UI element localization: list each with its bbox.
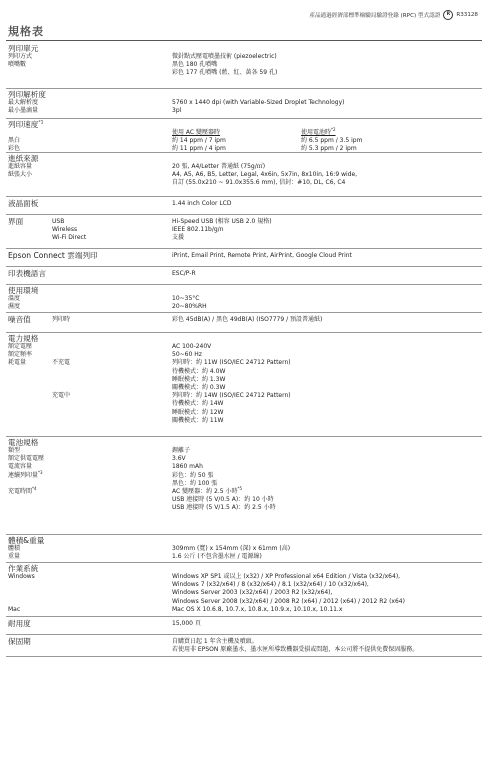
spec-row [6,107,482,115]
spec-section-environment [6,284,482,313]
spec-value-text: Windows XP SP1 或以上 (x32) / XP Professional x64 Edition / Vista (x32/x64), [172,573,401,580]
spec-row [6,606,482,614]
spec-value [172,485,242,496]
spec-value-text: 睡眠模式：約 12W [172,408,224,416]
spec-label-text: Mac [8,605,21,613]
spec-value-text: 3.6V [172,455,186,463]
spec-label [8,485,37,496]
spec-label-text: Wi-Fi Direct [52,234,87,242]
spec-value-text: 彩色：約 50 張 [172,471,214,479]
spec-label [52,316,70,324]
spec-value-text: USB 連接時 (5 V/1.5 A)：約 2.5 小時 [172,504,276,512]
spec-value [172,99,344,107]
spec-row [6,99,482,107]
spec-label [8,447,20,455]
spec-row [6,384,482,392]
spec-value-text: 支援 [172,234,185,242]
spec-value [172,589,332,597]
spec-label [8,469,43,480]
spec-row [6,620,482,628]
spec-value-text: 309mm (寬) x 154mm (深) x 61mm (高) [172,545,291,552]
section-title-text: 體積&重量 [8,536,45,545]
spec-section-lcd [6,196,482,215]
spec-row [6,163,482,171]
spec-label [8,545,20,553]
certification-logo-icon: R [443,10,453,20]
section-title-text: 列印速度 [8,120,39,129]
spec-label-text: 最大解析度 [8,99,39,106]
spec-value-text: 關機模式：約 11W [172,416,224,424]
spec-value-text: 黑色：約 100 張 [172,479,218,487]
spec-label-text: 額定供電電壓 [8,455,45,463]
spec-label [8,107,38,115]
spec-value [172,417,223,425]
section-title [8,439,38,447]
spec-row [6,368,482,376]
spec-row [6,179,482,187]
spec-value [172,179,345,187]
spec-label-text: 重量 [8,553,21,561]
spec-value [172,463,203,471]
spec-value-text: Hi-Speed USB (相容 USB 2.0 規格) [172,218,272,225]
spec-value-text: 3pl [172,107,182,115]
spec-section-warranty [6,634,482,657]
spec-label [52,234,86,242]
spec-row [6,234,482,242]
spec-label-text: 列印時 [52,316,71,323]
spec-label-text: 噴嘴數 [8,61,27,69]
spec-value-text: ESC/P-R [172,270,196,277]
spec-value [172,620,201,628]
spec-label-text: 溫度 [8,295,21,302]
spec-label-text: 列印方式 [8,53,33,60]
spec-value [172,359,291,367]
certification-code: R33128 [456,12,478,18]
spec-label [8,553,20,561]
spec-label [8,61,26,69]
spec-value-text: 待機模式：約 14W [172,400,224,408]
spec-value [172,606,342,614]
spec-label-text: 紙張大小 [8,171,33,179]
spec-value-text: 列印時：約 11W (ISO/IEC 24712 Pattern) [172,359,291,367]
spec-value-text: Windows 7 (x32/x64) / 8 (x32/x64) / 8.1 (x32/x64) / 10 (x32/x64), [172,581,369,589]
spec-value-text: Windows Server 2008 (x32/x64) / 2008 R2 (x64) / 2012 (x64) / 2012 R2 (x64) [172,597,405,605]
spec-value [172,638,258,646]
spec-value-text: 5760 x 1440 dpi (with Variable-Sized Droplet Technology) [172,99,345,106]
spec-label [8,53,32,61]
spec-row [6,463,482,471]
spec-row [6,447,482,455]
spec-value [172,400,223,408]
section-title-text: Epson Connect 雲端列印 [8,251,98,260]
spec-label-text: USB [52,218,65,225]
spec-value-text: AC 100-240V [172,343,212,350]
spec-table [6,42,482,764]
section-title-text: 電力規格 [8,334,39,343]
section-title [8,335,38,343]
section-title-text: 作業系統 [8,564,39,573]
spec-row [6,553,482,561]
spec-row [6,218,482,226]
spec-value [172,504,276,512]
section-title-text: 耐用度 [8,619,31,628]
spec-label-text: 充電時間 [8,487,33,495]
spec-value [172,646,418,654]
spec-label [8,303,20,311]
spec-row [6,295,482,303]
spec-value [301,129,336,137]
certification-notice [309,10,478,20]
spec-value-text: 微針點式壓電噴墨技術 (piezoelectric) [172,53,277,60]
spec-section-durability [6,616,482,635]
spec-value [172,545,290,553]
spec-section-paper [6,152,482,197]
spec-row [6,69,482,77]
spec-value [172,252,352,260]
spec-value-text: 黑色 180 孔噴嘴 [172,61,218,69]
spec-value [172,472,213,480]
spec-value-text: 使用電池時 [301,129,332,136]
spec-section-resolution [6,88,482,119]
spec-row [6,589,482,597]
spec-section-speed [6,118,482,153]
spec-value [172,598,405,606]
spec-value [172,573,400,581]
spec-value-text: AC 變壓器：約 2.5 小時 [172,487,238,495]
spec-row [6,303,482,311]
spec-label-text: 體積 [8,545,21,552]
spec-value-text: 自購買日起 1 年含主機及噴頭。 [172,638,258,645]
spec-value-text: 約 11 ppm / 4 ipm [172,145,226,153]
spec-value-text: 1860 mAh [172,463,203,471]
spec-row [6,646,482,654]
spec-section-interface [6,214,482,249]
spec-section-print-unit [6,42,482,89]
spec-label-text: 彩色 [8,145,21,153]
spec-value [172,270,196,278]
section-title [8,155,38,163]
spec-value-text: Windows Server 2003 (x32/x64) / 2003 R2 (x32/x64), [172,589,333,597]
spec-row [6,343,482,351]
footnote-marker: *1 [38,120,44,126]
spec-label [8,463,32,471]
spec-row [6,359,482,367]
spec-label-text: 進紙容量 [8,163,33,170]
section-title [8,121,44,129]
spec-section-printer-language [6,266,482,285]
spec-value-text: 20 張, A4/Letter 普通紙 (75g/㎡) [172,163,266,170]
footnote-marker: *4 [32,485,37,491]
section-title-text: 噪音值 [8,315,31,324]
section-title-text: 電池規格 [8,438,39,447]
spec-label [8,573,35,581]
spec-label [52,392,70,400]
spec-value-text: iPrint, Email Print, Remote Print, AirPrint, Google Cloud Print [172,252,352,259]
spec-row [6,485,482,496]
spec-label-text: 耗電量 [8,359,27,367]
spec-value-text: A4, A5, A6, B5, Letter, Legal, 4x6in, 5x7in, 8x10in, 16:9 wide, [172,171,358,179]
spec-value-text: 約 6.5 ppm / 3.5 ipm [301,137,363,145]
spec-row [6,455,482,463]
spec-value-text: 待機模式：約 4.0W [172,367,226,375]
spec-value-text: 20~80%RH [172,303,207,311]
spec-row [6,545,482,553]
spec-value [172,447,190,455]
footnote-marker: *2 [331,127,336,132]
section-title-text: 保固期 [8,637,31,646]
spec-row [6,598,482,606]
spec-label-text: Wireless [52,226,78,234]
spec-label [8,295,20,303]
section-title-text: 界面 [8,217,24,226]
spec-value-text: 15,000 頁 [172,620,201,627]
spec-label-text: 黑白 [8,137,21,145]
spec-value-text: 關機模式：約 0.3W [172,383,226,391]
spec-label [8,171,32,179]
spec-value [172,581,369,589]
spec-section-dimensions [6,534,482,563]
spec-value [172,200,231,208]
spec-value [172,218,272,226]
spec-row [6,376,482,384]
spec-value [172,376,225,384]
spec-value [172,107,181,115]
spec-value-text: 1.44 inch Color LCD [172,200,232,207]
spec-value [172,368,225,376]
spec-row [6,392,482,400]
section-title-text: 進紙來源 [8,154,39,163]
spec-section-power [6,332,482,437]
spec-label-text: 濕度 [8,303,21,311]
spec-row [6,417,482,425]
spec-row [6,504,482,512]
spec-value-text: 10~35°C [172,295,200,302]
spec-value [172,129,220,137]
section-title [8,91,46,99]
page-title: 規格表 [8,25,44,38]
title-divider [6,40,482,41]
spec-label-text: 不充電 [52,359,71,367]
spec-value-text: 睡眠模式：約 1.3W [172,375,226,383]
section-title [8,287,38,295]
spec-row [6,226,482,234]
spec-label [8,163,32,171]
spec-value [172,553,262,561]
spec-row [6,573,482,581]
section-title-text: 使用環境 [8,286,39,295]
spec-row [6,409,482,417]
spec-row [6,638,482,646]
spec-label-text: 額定頻率 [8,351,33,359]
spec-value [172,455,186,463]
spec-value [172,303,207,311]
spec-value-text: 使用 AC 變壓器時 [172,129,221,136]
spec-value-text: 若使用非 EPSON 原廠墨水，墨水匣所導致機器受損或問題，本公司將不提供免費保固服務。 [172,646,419,654]
spec-row [6,316,482,324]
section-title-text: 液晶面板 [8,199,39,208]
spec-label [8,99,38,107]
spec-value-text: 鋰離子 [172,447,191,454]
footnote-marker: *3 [38,469,43,475]
section-title-text: 列印解析度 [8,90,46,99]
spec-section-noise [6,312,482,333]
spec-value-text: 約 5.3 ppm / 2 ipm [301,145,357,153]
spec-value-text: 50~60 Hz [172,351,202,359]
spec-value [172,53,277,61]
certification-text: 產品通過經濟部標準檢驗局驗證登錄 (RPC) 型式認證 [309,13,441,19]
section-title [8,45,38,53]
spec-value-text: 列印時：約 14W (ISO/IEC 24712 Pattern) [172,392,291,400]
spec-label [52,226,77,234]
footnote-marker: *5 [237,485,242,491]
spec-value-text: 彩色 45dB(A) / 黑色 49dB(A) (ISO7779 / 預設普通紙) [172,316,323,323]
spec-value-text: Mac OS X 10.6.8, 10.7.x, 10.8.x, 10.9.x, 10.10.x, 10.11.x [172,605,343,613]
spec-label [52,359,70,367]
spec-row [6,400,482,408]
spec-value-text: 彩色 177 孔噴嘴 (藍、紅、黃各 59 孔) [172,69,278,77]
spec-row [6,53,482,61]
spec-row [6,129,482,137]
spec-value [172,163,265,171]
spec-value [172,409,223,417]
spec-value-text: IEEE 802.11b/g/n [172,226,224,234]
spec-value-text: USB 連接時 (5 V/0.5 A)：約 10 小時 [172,496,274,504]
spec-value [172,343,211,351]
spec-value-text: 1.6 公斤 (不包含墨水匣 / 電源線) [172,553,262,561]
spec-value [172,295,200,303]
spec-row [6,480,482,488]
section-title-text: 列印單元 [8,44,39,53]
spec-label-text: 類型 [8,447,21,454]
spec-row [6,469,482,480]
spec-label-text: 額定電壓 [8,343,33,350]
spec-value [172,384,225,392]
spec-label [8,343,32,351]
section-title-text: 印表機語言 [8,269,46,278]
spec-label-text: 電流容量 [8,463,33,471]
spec-label-text: Windows [8,573,35,580]
spec-value [172,480,217,488]
spec-row [6,270,482,278]
spec-row [6,581,482,589]
spec-section-battery [6,436,482,535]
spec-row [6,252,482,260]
spec-row [6,137,482,145]
spec-label [52,218,64,226]
spec-label-text: 最小墨滴量 [8,107,39,115]
spec-section-os [6,562,482,617]
spec-label [8,606,20,614]
section-title [8,565,38,573]
spec-value [172,316,322,324]
spec-label-text: 充電中 [52,392,71,400]
spec-label [8,359,26,367]
spec-row [6,200,482,208]
spec-value-text: 約 14 ppm / 7 ipm [172,137,226,145]
spec-value-text: 自訂 (55.0x210 ~ 91.0x355.6 mm), 信封：#10, DL, C6, C4 [172,179,346,187]
spec-value [172,69,277,77]
spec-section-epson-connect [6,248,482,267]
section-title [8,537,44,545]
spec-label-text: 連續列印量 [8,471,39,479]
spec-value [172,234,184,242]
